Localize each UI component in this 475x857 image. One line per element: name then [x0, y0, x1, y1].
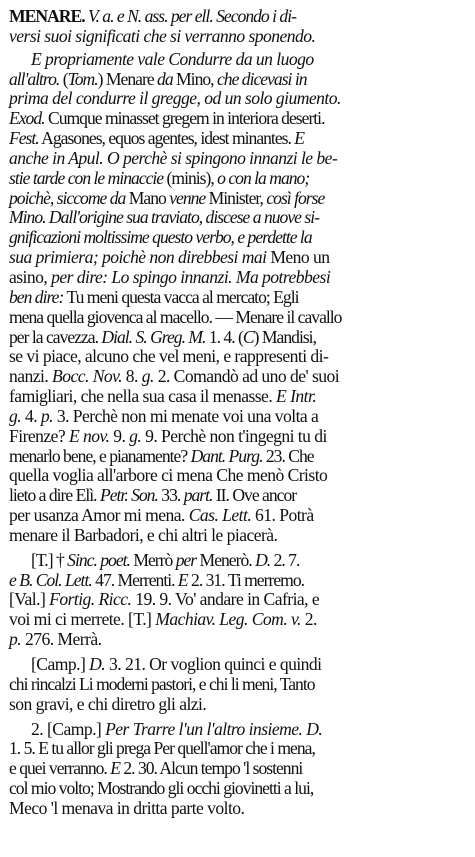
- text-line: [9, 70, 467, 90]
- italic-text: Fest.: [9, 128, 39, 149]
- italic-text: C: [242, 326, 254, 347]
- text-line: [9, 486, 467, 506]
- text-line: [9, 328, 467, 348]
- text-line: [9, 288, 467, 308]
- text-line: [9, 466, 467, 486]
- roman-text: son gravi, e chi diretro gli alzi.: [9, 693, 207, 714]
- italic-text: da: [157, 68, 173, 89]
- text-line: [9, 526, 467, 546]
- roman-text: ) Menare: [97, 68, 158, 89]
- roman-text: famigliari, che nella sua casa il menasse.: [9, 386, 277, 407]
- italic-text: Exod.: [9, 108, 45, 129]
- italic-text: E Intr.: [276, 386, 317, 407]
- roman-text: 9.: [109, 425, 130, 446]
- italic-text: gnificazioni moltissime questo verbo, e perdette la: [9, 227, 312, 248]
- roman-text: Meno un: [266, 247, 330, 268]
- text-line: [9, 590, 467, 610]
- text-line: [9, 149, 467, 169]
- text-line: [9, 655, 467, 675]
- italic-text: per: [175, 549, 197, 570]
- roman-text: 23. Che: [262, 445, 314, 466]
- text-line: [9, 799, 467, 819]
- italic-text: E: [294, 128, 305, 149]
- italic-text: poichè, siccome da: [9, 187, 126, 208]
- text-line: [9, 7, 467, 27]
- text-line: [9, 109, 467, 129]
- roman-text: [T.] †: [31, 549, 68, 570]
- text-line: [9, 779, 467, 799]
- text-line: [9, 720, 467, 740]
- roman-text: menarlo bene, e pianamente?: [9, 445, 191, 466]
- roman-text: per usanza Amor mi mena.: [9, 505, 189, 526]
- italic-text: E nov.: [69, 425, 110, 446]
- roman-text: nanzi.: [9, 366, 53, 387]
- roman-text: [Camp.]: [31, 654, 90, 674]
- roman-text: 1. 4. (: [205, 326, 243, 347]
- italic-text: Sinc. poet.: [67, 549, 130, 570]
- italic-text: Tom.: [67, 68, 98, 89]
- text-line: [9, 248, 467, 268]
- italic-text: D.: [89, 654, 106, 674]
- roman-text: 47. Merrenti.: [91, 569, 178, 590]
- roman-text: 2. 7.: [270, 549, 300, 570]
- roman-text: quella voglia all'arbore ci mena Che menò Cristo: [9, 465, 328, 486]
- roman-text: 4.: [21, 405, 41, 426]
- roman-text: Firenze?: [9, 425, 70, 446]
- italic-text: p.: [9, 629, 22, 650]
- entry-sense-1: [9, 50, 467, 546]
- text-line: [9, 308, 467, 328]
- roman-text: Minister,: [205, 187, 267, 208]
- text-line: [9, 506, 467, 526]
- entry-definition-heading: [9, 7, 467, 47]
- text-line: [9, 630, 467, 650]
- italic-text: E propriamente vale Condurre da un luogo: [31, 48, 314, 69]
- italic-text: e B. Col. Lett.: [9, 569, 92, 590]
- text-line: [9, 347, 467, 367]
- roman-text: 2. Comandò ad uno de' suoi: [153, 366, 340, 387]
- italic-text: stie tarde con le minaccie: [9, 167, 164, 188]
- roman-text: Mano: [125, 187, 170, 208]
- roman-text: II. Ove ancor: [212, 485, 297, 506]
- italic-text: Fortig. Ricc.: [49, 589, 132, 610]
- text-line: [9, 695, 467, 715]
- text-line: [9, 571, 467, 591]
- roman-text: menare il Barbadori, e chi altri le piacerà.: [9, 524, 278, 545]
- roman-text: Cumque minasset gregem in interiora deserti.: [44, 108, 325, 129]
- text-line: [9, 447, 467, 467]
- text-line: [9, 169, 467, 189]
- italic-text: così forse: [266, 187, 325, 208]
- roman-text: Agasones, equos agentes, idest minantes.: [38, 128, 295, 149]
- text-line: [9, 268, 467, 288]
- text-line: [9, 50, 467, 70]
- text-line: [9, 759, 467, 779]
- roman-text: Merrò: [129, 549, 176, 570]
- text-line: [9, 367, 467, 387]
- italic-text: Bocc. Nov.: [52, 366, 122, 387]
- text-line: [9, 208, 467, 228]
- italic-text: Petr. Son.: [99, 485, 158, 506]
- text-line: [9, 89, 467, 109]
- italic-text: che dicevasi in: [216, 68, 307, 89]
- italic-text: ben dire:: [9, 286, 64, 307]
- roman-text: 33.: [157, 485, 184, 506]
- italic-text: anche in Apul. O perchè si spingono innanzi le be-: [9, 147, 338, 168]
- roman-text: lieto a dire Elì.: [9, 485, 100, 506]
- italic-text: Dant. Purg.: [190, 445, 263, 466]
- italic-text: Dial. S. Greg. M.: [101, 326, 206, 347]
- roman-text: 2. 31. Ti merremo.: [187, 569, 305, 590]
- italic-text: g.: [141, 366, 154, 387]
- text-line: [9, 228, 467, 248]
- roman-text: col mio volto; Mostrando gli occhi giovinetti a lui,: [9, 778, 314, 799]
- roman-text: 8.: [121, 366, 142, 387]
- roman-text: 1. 5. E tu allor gli prega Per quell'amor che i mena,: [9, 738, 315, 759]
- roman-text: 2.: [300, 609, 317, 630]
- roman-text: per la cavezza.: [9, 326, 102, 347]
- text-line: [9, 427, 467, 447]
- roman-text: 2. 30. Alcun tempo 'l sostenni: [119, 758, 303, 779]
- roman-text: chi rincalzi Li moderni pastori, e chi li meni, Tanto: [9, 673, 315, 694]
- roman-text: 9. Perchè non t'ingegni tu di: [141, 425, 327, 446]
- roman-text: Tu meni questa vacca al mercato; Egli: [63, 286, 299, 307]
- roman-text: Menerò.: [196, 549, 256, 570]
- roman-text: Meco 'l menava in dritta parte volto.: [9, 797, 245, 818]
- roman-text: ) Mandisi,: [253, 326, 316, 347]
- roman-text: mena quella giovenca al macello. — Menare il cavallo: [9, 306, 342, 327]
- roman-text: 2. [Camp.]: [31, 718, 106, 739]
- roman-text: 3. 21. Or voglion quinci e quindi: [105, 654, 322, 674]
- italic-text: sua primiera; poichè non direbbesi mai: [9, 247, 267, 268]
- roman-text: Mino,: [172, 68, 217, 89]
- roman-text: se vi piace, alcuno che vel meni, e rappresenti di-: [9, 346, 329, 367]
- text-line: [9, 27, 467, 47]
- italic-text: E: [177, 569, 188, 590]
- italic-text: E: [110, 758, 120, 779]
- roman-text: voi mi ci merrete. [T.]: [9, 609, 156, 630]
- italic-text: versi suoi significati che si verranno sponendo.: [9, 25, 316, 46]
- italic-text: part.: [183, 485, 213, 506]
- italic-text: g.: [129, 425, 142, 446]
- dictionary-entry-menare: [9, 7, 467, 819]
- italic-text: Per Trarre l'un l'altro insieme. D.: [105, 718, 323, 739]
- text-line: [9, 551, 467, 571]
- roman-text: asino,: [9, 266, 52, 287]
- entry-sense-2: [9, 720, 467, 819]
- roman-text: 61. Potrà: [251, 505, 314, 526]
- roman-text: 3. Perchè non mi menate voi una volta a: [53, 405, 319, 426]
- italic-text: Cas. Lett.: [188, 505, 252, 526]
- text-line: [9, 610, 467, 630]
- italic-text: o con la mano;: [217, 167, 310, 188]
- text-line: [9, 387, 467, 407]
- italic-text: p.: [40, 405, 54, 426]
- text-line: [9, 407, 467, 427]
- roman-text: e quei verranno.: [9, 758, 111, 779]
- headword: MENARE.: [9, 6, 85, 26]
- entry-sense-camp: [9, 655, 467, 715]
- roman-text: (: [59, 68, 68, 89]
- italic-text: Mino. Dall'origine sua traviato, discese a nuove si-: [9, 207, 319, 228]
- italic-text: V. a. e N. ass. per ell. Secondo i di-: [84, 6, 296, 26]
- text-line: [9, 189, 467, 209]
- italic-text: D.: [255, 549, 271, 570]
- text-line: [9, 129, 467, 149]
- roman-text: [Val.]: [9, 589, 50, 610]
- italic-text: venne: [169, 187, 206, 208]
- entry-variant-forms: [9, 551, 467, 650]
- roman-text: (minis),: [163, 167, 218, 188]
- roman-text: 276. Merrà.: [21, 629, 102, 650]
- text-line: [9, 739, 467, 759]
- italic-text: Machiav. Leg. Com. v.: [155, 609, 301, 630]
- italic-text: all'altro.: [9, 68, 60, 89]
- italic-text: g.: [9, 405, 22, 426]
- italic-text: per dire: Lo spingo innanzi. Ma potrebbesi: [51, 266, 331, 287]
- roman-text: 19. 9. Vo' andare in Cafria, e: [131, 589, 320, 610]
- italic-text: prima del condurre il gregge, od un solo giumento.: [9, 88, 341, 109]
- text-line: [9, 675, 467, 695]
